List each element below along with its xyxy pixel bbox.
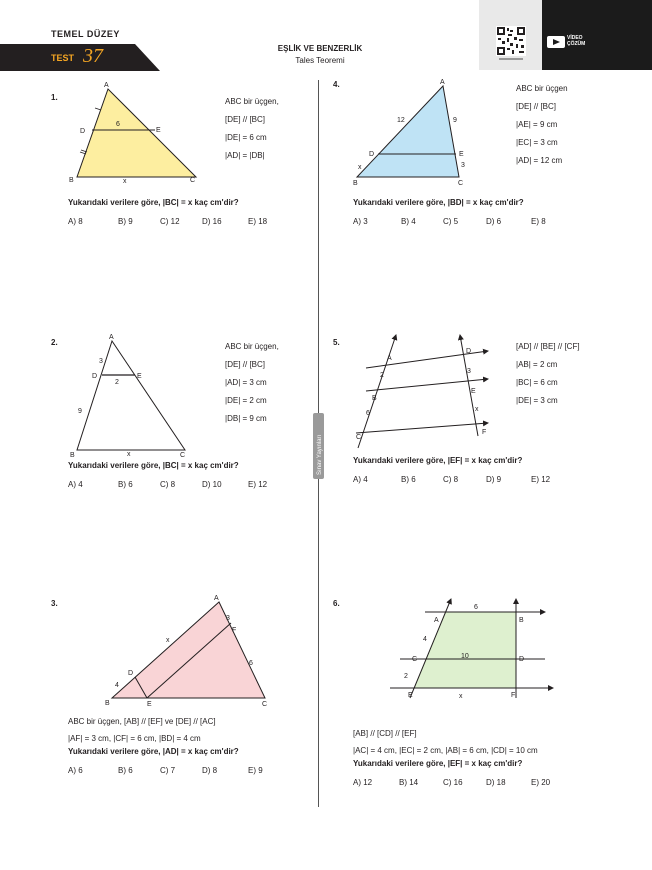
label-segment-ae: 9	[453, 117, 457, 124]
label-vertex-d: D	[369, 151, 375, 158]
question-6-text: Yukarıdaki verilere göre, |EF| = x kaç cm'dir?	[353, 759, 523, 768]
label-segment-de: 6	[116, 121, 120, 128]
given-line: |AF| = 3 cm, |CF| = 6 cm, |BD| = 4 cm	[68, 734, 201, 743]
given-line: |AD| = 3 cm	[225, 378, 267, 387]
video-label	[567, 35, 585, 47]
test-label: TEST	[51, 53, 75, 63]
given-line: [AB] // [CD] // [EF]	[353, 729, 417, 738]
question-4-text: Yukarıdaki verilere göre, |BD| = x kaç cm'dir?	[353, 198, 524, 207]
option-a[interactable]: A) 6	[68, 766, 83, 775]
given-line: [AD] // [BE] // [CF]	[516, 342, 580, 351]
test-number: 37	[83, 45, 103, 67]
label-segment-cd: 10	[461, 653, 469, 660]
play-triangle-icon	[553, 39, 560, 45]
given-line: ABC bir üçgen,	[225, 97, 279, 106]
option-b[interactable]: B) 6	[118, 480, 133, 489]
label-point-c: C	[412, 656, 418, 663]
given-line: |AE| = 9 cm	[516, 120, 558, 129]
qr-code-icon	[479, 0, 542, 70]
label-vertex-b: B	[105, 700, 110, 707]
qr-code-panel[interactable]	[479, 0, 542, 70]
given-line: |DE| = 2 cm	[225, 396, 267, 405]
label-segment-x: x	[459, 693, 463, 700]
option-a[interactable]: A) 3	[353, 217, 368, 226]
video-label-line2: ÇÖZÜM	[567, 41, 586, 47]
label-vertex-e: E	[459, 151, 464, 158]
label-vertex-a: A	[109, 334, 114, 341]
label-vertex-d: D	[80, 128, 86, 135]
option-b[interactable]: B) 6	[118, 766, 133, 775]
label-point-c: C	[356, 434, 362, 441]
label-vertex-c: C	[190, 177, 196, 184]
video-solution-banner[interactable]	[542, 0, 652, 70]
label-point-e: E	[471, 388, 476, 395]
label-point-d: D	[466, 348, 472, 355]
question-6-number: 6.	[333, 599, 340, 608]
option-b[interactable]: B) 6	[401, 475, 416, 484]
question-5-given	[516, 338, 580, 410]
question-2-given	[225, 338, 279, 428]
question-4-number: 4.	[333, 80, 340, 89]
label-segment-de: 3	[467, 368, 471, 375]
label-point-b: B	[519, 617, 524, 624]
label-segment-bc: 6	[366, 410, 370, 417]
option-d[interactable]: D) 10	[202, 480, 222, 489]
label-segment-x: x	[127, 451, 131, 458]
option-e[interactable]: E) 12	[248, 480, 268, 489]
given-line: ABC bir üçgen,	[225, 342, 279, 351]
given-line: [DE] // [BC]	[225, 360, 266, 369]
option-d[interactable]: D) 16	[202, 217, 222, 226]
label-vertex-e: E	[137, 373, 142, 380]
label-vertex-a: A	[440, 79, 445, 86]
test-bar	[0, 44, 160, 71]
given-line: [DE] // [BC]	[225, 115, 266, 124]
option-a[interactable]: A) 4	[68, 480, 83, 489]
video-label-line1: VİDEO	[567, 35, 583, 41]
label-point-f: F	[511, 692, 516, 699]
label-segment-ec: 2	[404, 673, 408, 680]
given-line: ABC bir üçgen, [AB] // [EF] ve [DE] // [AC]	[68, 717, 216, 726]
label-segment-ec: 3	[461, 162, 465, 169]
label-point-a: A	[387, 355, 392, 362]
question-3-text: Yukarıdaki verilere göre, |AD| = x kaç cm'dir?	[68, 747, 239, 756]
label-vertex-e: E	[147, 701, 152, 708]
figure-triangle-4	[345, 76, 485, 188]
question-3-given	[68, 713, 216, 747]
label-point-e: E	[408, 692, 413, 699]
option-c[interactable]: C) 5	[443, 217, 459, 226]
option-c[interactable]: C) 8	[160, 480, 176, 489]
label-vertex-b: B	[353, 180, 358, 187]
question-3-number: 3.	[51, 599, 58, 608]
side-tab	[313, 413, 324, 479]
given-line: |DB| = 9 cm	[225, 414, 267, 423]
label-segment-x: x	[123, 178, 127, 185]
option-b[interactable]: B) 9	[118, 217, 133, 226]
question-1-number: 1.	[51, 93, 58, 102]
label-vertex-c: C	[262, 701, 268, 708]
label-vertex-e: E	[156, 127, 161, 134]
given-line: |DE| = 3 cm	[516, 396, 558, 405]
given-line: [DE] // [BC]	[516, 102, 557, 111]
label-segment-ab: 2	[380, 372, 384, 379]
option-e[interactable]: E) 12	[531, 475, 551, 484]
label-vertex-a: A	[104, 82, 109, 89]
level-label: TEMEL DÜZEY	[51, 29, 120, 39]
question-5-text: Yukarıdaki verilere göre, |EF| = x kaç cm'dir?	[353, 456, 523, 465]
label-vertex-d: D	[92, 373, 98, 380]
label-segment-cf: 6	[249, 660, 253, 667]
label-point-d: D	[519, 656, 525, 663]
label-vertex-f: F	[232, 627, 237, 634]
question-4-given	[516, 80, 568, 170]
page-title: EŞLİK VE BENZERLİK	[277, 44, 363, 53]
option-e[interactable]: E) 8	[531, 217, 546, 226]
label-point-b: B	[372, 395, 377, 402]
option-a[interactable]: A) 8	[68, 217, 83, 226]
given-line: |EC| = 3 cm	[516, 138, 558, 147]
given-line: |BC| = 6 cm	[516, 378, 558, 387]
label-segment-af: 3	[226, 615, 230, 622]
label-vertex-c: C	[180, 452, 186, 459]
option-b[interactable]: B) 4	[401, 217, 416, 226]
label-segment-x: x	[475, 406, 479, 413]
label-segment-ac: 4	[423, 636, 427, 643]
label-segment-bd: 4	[115, 682, 119, 689]
option-e[interactable]: E) 18	[248, 217, 268, 226]
given-line: |AD| = 12 cm	[516, 156, 563, 165]
option-b[interactable]: B) 14	[399, 778, 419, 787]
label-vertex-b: B	[69, 177, 74, 184]
label-point-a: A	[434, 617, 439, 624]
question-6-given	[353, 725, 538, 759]
label-vertex-a: A	[214, 595, 219, 602]
question-2-text: Yukarıdaki verilere göre, |BC| = x kaç cm'dir?	[68, 461, 239, 470]
option-d[interactable]: D) 8	[202, 766, 218, 775]
given-line: |AC| = 4 cm, |EC| = 2 cm, |AB| = 6 cm, |CD| = 10 cm	[353, 746, 538, 755]
label-segment-x: x	[358, 164, 362, 171]
label-vertex-c: C	[458, 180, 464, 187]
option-a[interactable]: A) 12	[353, 778, 373, 787]
figure-parallel-lines-5	[352, 333, 497, 453]
option-d[interactable]: D) 9	[486, 475, 502, 484]
given-line: |AB| = 2 cm	[516, 360, 558, 369]
question-1-text: Yukarıdaki verilere göre, |BC| = x kaç cm'dir?	[68, 198, 239, 207]
question-1-given	[225, 93, 279, 165]
given-line: |AD| = |DB|	[225, 151, 265, 160]
question-5-number: 5.	[333, 338, 340, 347]
label-segment-ad: 3	[99, 358, 103, 365]
option-c[interactable]: C) 16	[443, 778, 463, 787]
option-c[interactable]: C) 7	[160, 766, 176, 775]
option-a[interactable]: A) 4	[353, 475, 368, 484]
figure-triangle-1	[60, 80, 210, 185]
label-vertex-b: B	[70, 452, 75, 459]
label-point-f: F	[482, 429, 487, 436]
figure-triangle-3	[100, 592, 275, 710]
option-c[interactable]: C) 12	[160, 217, 180, 226]
label-vertex-d: D	[128, 670, 134, 677]
option-e[interactable]: E) 20	[531, 778, 551, 787]
option-d[interactable]: D) 6	[486, 217, 502, 226]
figure-triangle-2	[65, 333, 200, 458]
given-line: |DE| = 6 cm	[225, 133, 267, 142]
option-e[interactable]: E) 9	[248, 766, 263, 775]
label-segment-x: x	[166, 637, 170, 644]
label-segment-ad: 12	[397, 117, 405, 124]
option-d[interactable]: D) 18	[486, 778, 506, 787]
page-subtitle: Tales Teoremi	[295, 56, 345, 65]
option-c[interactable]: C) 8	[443, 475, 459, 484]
label-segment-de: 2	[115, 379, 119, 386]
given-line: ABC bir üçgen	[516, 84, 568, 93]
question-2-number: 2.	[51, 338, 58, 347]
label-segment-db: 9	[78, 408, 82, 415]
side-tab-text: Sınav Yayınları	[317, 434, 323, 475]
label-segment-ab: 6	[474, 604, 478, 611]
figure-trapezoid-6	[385, 594, 560, 706]
